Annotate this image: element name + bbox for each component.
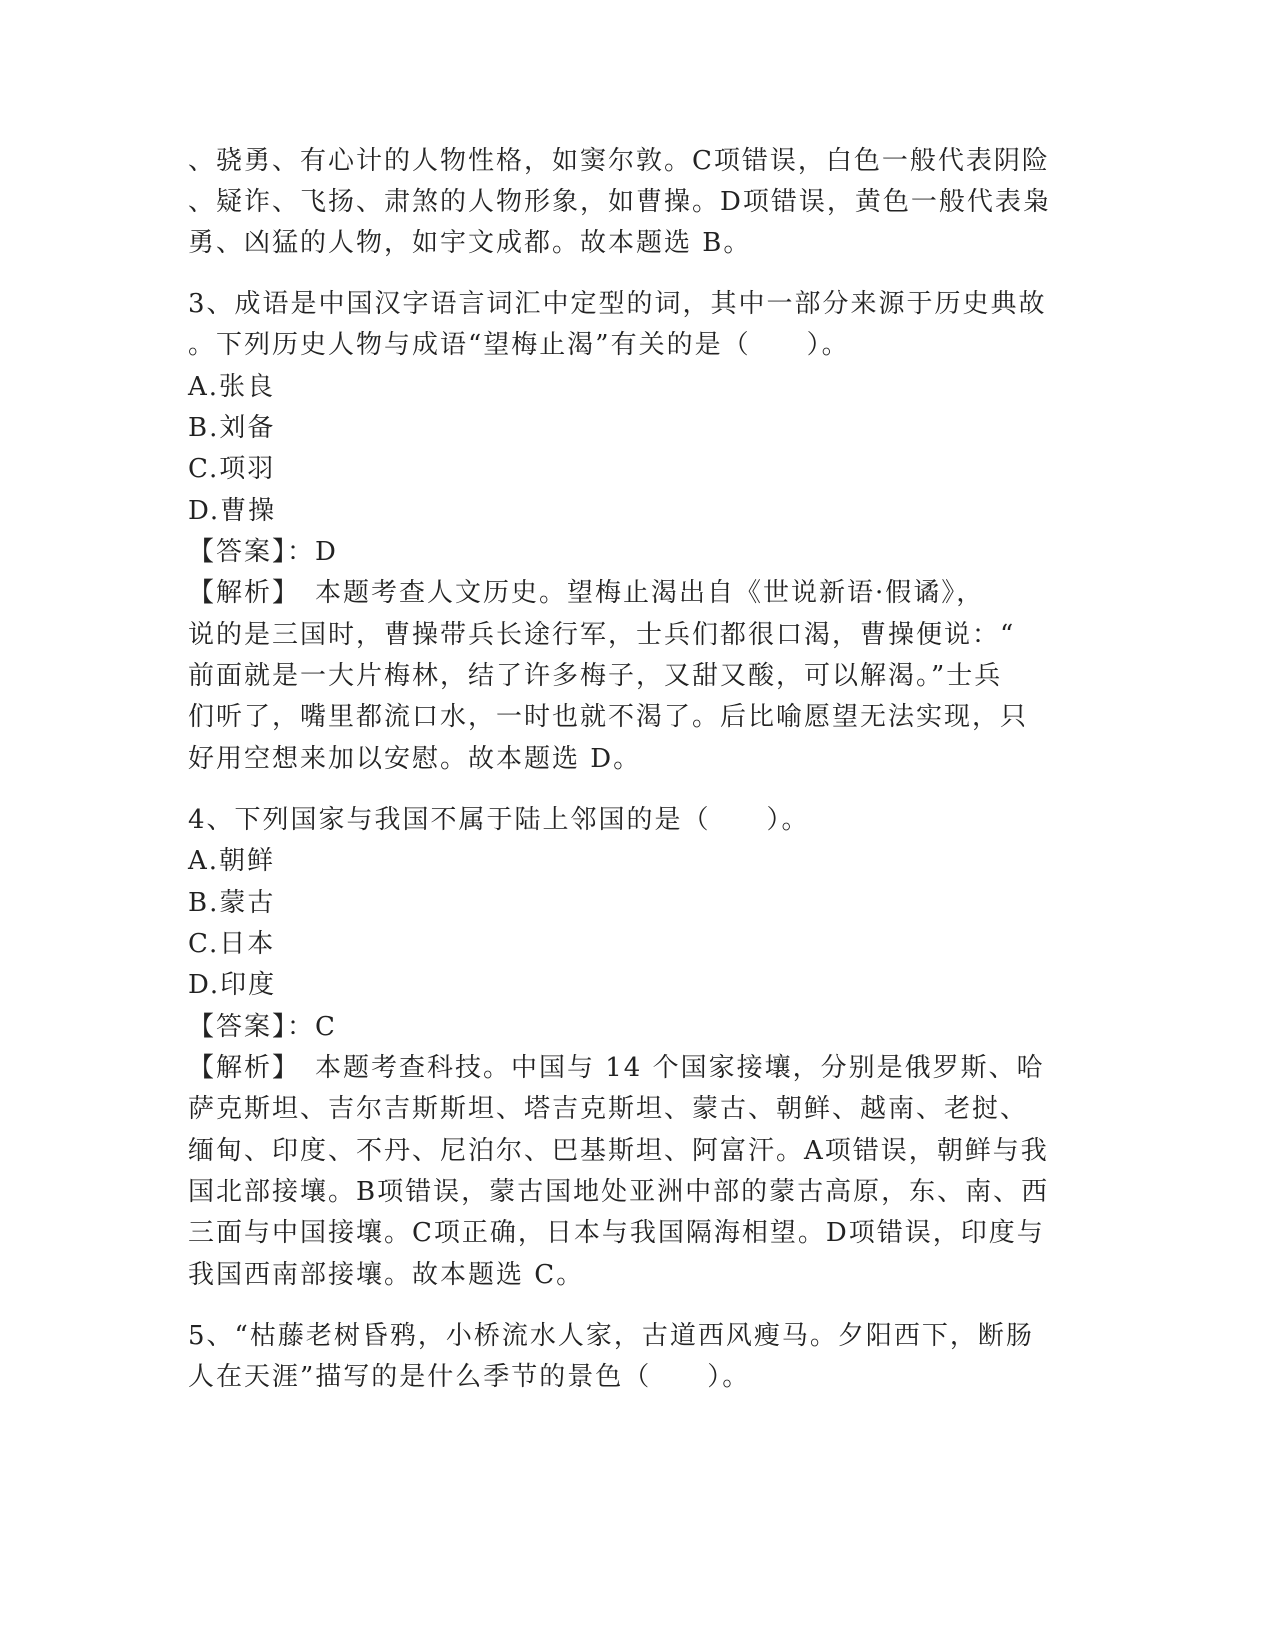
q3-option-c: C.项羽 (188, 454, 276, 484)
q5-stem-line: 人在天涯”描写的是什么季节的景色（ ）。 (188, 1362, 751, 1392)
q4-answer: 【答案】：C (188, 1012, 337, 1042)
intro-line: 、骁勇、有心计的人物性格，如窦尔敦。C项错误，白色一般代表阴险 (188, 146, 1050, 176)
q4-analysis-line: 缅甸、印度、不丹、尼泊尔、巴基斯坦、阿富汗。A项错误，朝鲜与我 (188, 1136, 1049, 1166)
q3-option-d: D.曹操 (188, 496, 277, 526)
q4-analysis-line: 国北部接壤。B项错误，蒙古国地处亚洲中部的蒙古高原，东、南、西 (188, 1177, 1050, 1207)
q3-stem-line: 。下列历史人物与成语“望梅止渴”有关的是（ ）。 (188, 330, 850, 360)
q3-stem-line: 3、成语是中国汉字语言词汇中定型的词，其中一部分来源于历史典故 (188, 289, 1047, 319)
q3-analysis-line: 【解析】 本题考查人文历史。望梅止渴出自《世说新语·假谲》， (188, 578, 985, 608)
q4-option-a: A.朝鲜 (188, 846, 276, 876)
q4-option-d: D.印度 (188, 970, 277, 1000)
intro-line: 勇、凶猛的人物，如宇文成都。故本题选 B。 (188, 228, 752, 258)
q4-stem-line: 4、下列国家与我国不属于陆上邻国的是（ ）。 (188, 805, 810, 835)
q4-analysis-line: 【解析】 本题考查科技。中国与 14 个国家接壤，分别是俄罗斯、哈 (188, 1053, 1045, 1083)
q3-analysis-line: 们听了，嘴里都流口水，一时也就不渴了。后比喻愿望无法实现，只 (188, 702, 1029, 732)
q3-option-a: A.张良 (188, 372, 276, 402)
q4-analysis-line: 我国西南部接壤。故本题选 C。 (188, 1260, 585, 1290)
q4-analysis-line: 萨克斯坦、吉尔吉斯斯坦、塔吉克斯坦、蒙古、朝鲜、越南、老挝、 (188, 1094, 1029, 1124)
q4-option-c: C.日本 (188, 929, 276, 959)
q3-answer: 【答案】：D (188, 537, 338, 567)
q5-stem-line: 5、“枯藤老树昏鸦，小桥流水人家，古道西风瘦马。夕阳西下，断肠 (188, 1321, 1034, 1351)
q3-analysis-line: 好用空想来加以安慰。故本题选 D。 (188, 744, 642, 774)
q3-option-b: B.刘备 (188, 413, 276, 443)
q4-analysis-line: 三面与中国接壤。C项正确，日本与我国隔海相望。D项错误，印度与 (188, 1218, 1045, 1248)
intro-line: 、疑诈、飞扬、肃煞的人物形象，如曹操。D项错误，黄色一般代表枭 (188, 187, 1051, 217)
q3-analysis-line: 前面就是一大片梅林，结了许多梅子，又甜又酸，可以解渴。”士兵 (188, 661, 1003, 691)
q3-analysis-line: 说的是三国时，曹操带兵长途行军，士兵们都很口渴，曹操便说：“ (188, 620, 1016, 650)
q4-option-b: B.蒙古 (188, 888, 276, 918)
